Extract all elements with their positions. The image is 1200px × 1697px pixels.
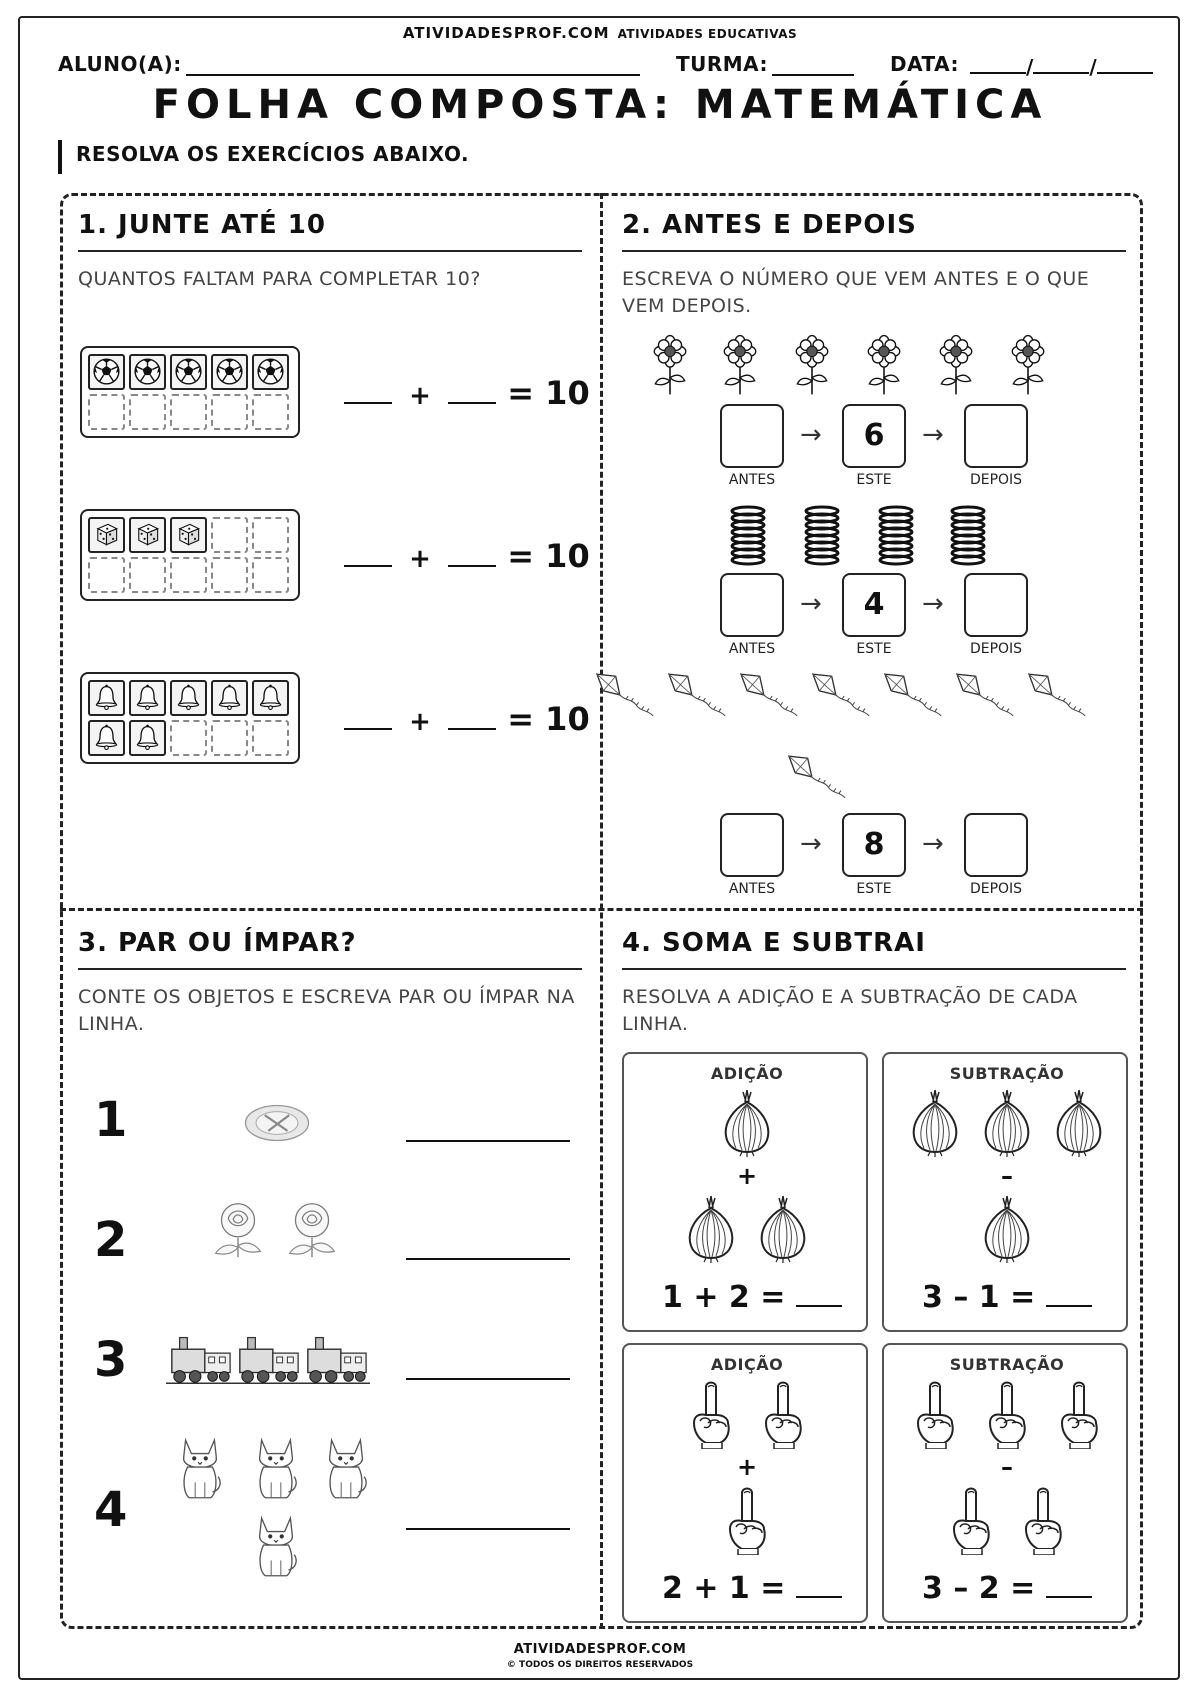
- sec3-rule: [78, 968, 582, 970]
- operation-card: [882, 1052, 1128, 1332]
- plus-sign: +: [409, 707, 431, 737]
- ten-frame-cell: [211, 394, 248, 430]
- label-before: ANTES: [728, 472, 776, 488]
- ten-frame-cell: [211, 517, 248, 553]
- sum-to-ten-equation: [344, 535, 590, 575]
- ten-frame-cell: [170, 557, 207, 593]
- vertical-divider: [600, 193, 603, 1629]
- bell-icon: [92, 683, 121, 712]
- this-number-box: 8: [842, 813, 906, 877]
- equation-text: 2 + 1 =: [662, 1571, 786, 1606]
- object-row-number: 3: [94, 1332, 128, 1388]
- footer-rights: © TODOS OS DIREITOS RESERVADOS: [506, 1660, 694, 1670]
- finger-icon: [722, 1485, 772, 1555]
- kite-icon: [736, 670, 800, 722]
- equals-ten: = 10: [507, 537, 590, 575]
- ten-frame-cell: [252, 517, 289, 553]
- arrow-icon: →: [800, 420, 822, 450]
- spring-icon: [802, 502, 842, 568]
- dice-icon: [133, 520, 162, 549]
- ten-frame-cell: [129, 680, 166, 716]
- page-title: FOLHA COMPOSTA: MATEMÁTICA: [152, 82, 1048, 128]
- spring-icon: [728, 502, 768, 568]
- rose-icon: [204, 1200, 272, 1260]
- ten-frame-cell: [211, 354, 248, 390]
- bell-icon: [174, 683, 203, 712]
- turma-field[interactable]: [772, 74, 854, 76]
- train-icon: [302, 1326, 370, 1388]
- arrow-icon: →: [922, 420, 944, 450]
- operation-card: [882, 1343, 1128, 1623]
- ten-frame-cell: [129, 720, 166, 756]
- date-field[interactable]: / /: [970, 52, 1153, 79]
- cat-icon: [322, 1434, 370, 1502]
- bell-icon: [133, 683, 162, 712]
- finger-icon: [982, 1379, 1032, 1449]
- bell-icon: [215, 683, 244, 712]
- sum-to-ten-equation: [344, 698, 590, 738]
- kite-icon: [952, 670, 1016, 722]
- ten-frame-cell: [170, 517, 207, 553]
- kite-icon: [1024, 670, 1088, 722]
- bell-icon: [256, 683, 285, 712]
- operator-sign: –: [1001, 1453, 1013, 1481]
- finger-icon: [686, 1379, 736, 1449]
- ten-frame-cell: [88, 557, 125, 593]
- flower-icon: [649, 332, 691, 398]
- arrow-icon: →: [922, 829, 944, 859]
- horizontal-divider: [60, 908, 1143, 911]
- ten-frame-cell: [129, 354, 166, 390]
- kite-icon: [664, 670, 728, 722]
- before-box[interactable]: [720, 404, 784, 468]
- answer-blank[interactable]: [1046, 1281, 1092, 1307]
- ten-frame-cell: [88, 720, 125, 756]
- sec2-desc: ESCREVA O NÚMERO QUE VEM ANTES E O QUE VEM DEPOIS.: [622, 268, 1090, 317]
- ten-frame: [80, 509, 300, 601]
- sec1-rule: [78, 250, 582, 252]
- soccer-ball-icon: [133, 357, 162, 386]
- card-equation: [662, 1280, 842, 1315]
- kite-icon: [808, 670, 872, 722]
- onion-icon: [722, 1088, 772, 1158]
- bell-icon: [133, 723, 162, 752]
- label-this: ESTE: [856, 641, 892, 657]
- ten-frame-cell: [170, 720, 207, 756]
- ten-frame-cell: [129, 394, 166, 430]
- kite-icon: [784, 752, 848, 804]
- kite-icon: [880, 670, 944, 722]
- onion-icon: [982, 1088, 1032, 1158]
- par-impar-answer-line[interactable]: [406, 1140, 570, 1142]
- plus-sign: +: [409, 544, 431, 574]
- onion-icon: [982, 1194, 1032, 1264]
- sec4-title: 4. SOMA E SUBTRAI: [622, 928, 926, 958]
- flower-icon: [1007, 332, 1049, 398]
- arrow-icon: →: [800, 829, 822, 859]
- train-icon: [166, 1326, 234, 1388]
- soccer-ball-icon: [256, 357, 285, 386]
- after-box[interactable]: [964, 573, 1028, 637]
- card-header: SUBTRAÇÃO: [949, 1355, 1065, 1374]
- this-number-box: 6: [842, 404, 906, 468]
- cat-icon: [176, 1434, 224, 1502]
- dice-icon: [92, 520, 121, 549]
- site-name: ATIVIDADESPROF.COM: [402, 24, 610, 42]
- sec3-title: 3. PAR OU ÍMPAR?: [78, 928, 357, 958]
- finger-icon: [910, 1379, 960, 1449]
- sec2-rule: [622, 250, 1126, 252]
- equation-text: 3 – 1 =: [922, 1280, 1036, 1315]
- onion-icon: [910, 1088, 960, 1158]
- ten-frame-cell: [252, 720, 289, 756]
- par-impar-answer-line[interactable]: [406, 1258, 570, 1260]
- object-row-number: 4: [94, 1482, 128, 1538]
- equals-ten: = 10: [507, 374, 590, 412]
- onion-icon: [1054, 1088, 1104, 1158]
- sec2-title: 2. ANTES E DEPOIS: [622, 210, 917, 240]
- ten-frame-cell: [252, 354, 289, 390]
- operation-card: [622, 1343, 868, 1623]
- arrow-icon: →: [800, 589, 822, 619]
- finger-icon: [946, 1485, 996, 1555]
- plate-icon: [242, 1100, 312, 1146]
- ten-frame-cell: [88, 680, 125, 716]
- flower-icon: [935, 332, 977, 398]
- equation-text: 3 – 2 =: [922, 1571, 1036, 1606]
- arrow-icon: →: [922, 589, 944, 619]
- answer-blank[interactable]: [448, 372, 496, 404]
- instruction-bar: [58, 140, 62, 174]
- ten-frame-cell: [170, 680, 207, 716]
- ten-frame-cell: [252, 557, 289, 593]
- plus-sign: +: [409, 381, 431, 411]
- after-box[interactable]: [964, 404, 1028, 468]
- answer-blank[interactable]: [448, 535, 496, 567]
- answer-blank[interactable]: [344, 372, 392, 404]
- instruction-text: RESOLVA OS EXERCÍCIOS ABAIXO.: [76, 142, 470, 166]
- ten-frame-cell: [88, 354, 125, 390]
- finger-icon: [1018, 1485, 1068, 1555]
- card-equation: [922, 1571, 1092, 1606]
- card-header: SUBTRAÇÃO: [949, 1064, 1065, 1083]
- operator-sign: +: [736, 1162, 758, 1190]
- flower-icon: [791, 332, 833, 398]
- label-after: DEPOIS: [969, 641, 1023, 657]
- ten-frame-cell: [211, 680, 248, 716]
- site-header: [0, 24, 1200, 42]
- rose-icon: [278, 1200, 346, 1260]
- train-icon: [234, 1326, 302, 1388]
- finger-icon: [758, 1379, 808, 1449]
- sec4-desc: RESOLVA A ADIÇÃO E A SUBTRAÇÃO DE CADA LINHA.: [622, 986, 1078, 1035]
- answer-blank[interactable]: [448, 698, 496, 730]
- card-equation: [662, 1571, 842, 1606]
- before-box[interactable]: [720, 573, 784, 637]
- label-before: ANTES: [728, 641, 776, 657]
- label-this: ESTE: [856, 472, 892, 488]
- cat-icon: [252, 1512, 300, 1580]
- operator-sign: +: [736, 1453, 758, 1481]
- sum-to-ten-equation: [344, 372, 590, 412]
- label-after: DEPOIS: [969, 881, 1023, 897]
- footer-site: ATIVIDADESPROF.COM: [513, 1642, 687, 1657]
- soccer-ball-icon: [174, 357, 203, 386]
- sec3-desc: CONTE OS OBJETOS E ESCREVA PAR OU ÍMPAR NA LINHA.: [78, 986, 575, 1035]
- card-header: ADIÇÃO: [710, 1064, 784, 1083]
- operator-sign: –: [1001, 1162, 1013, 1190]
- turma-label: TURMA:: [676, 52, 769, 76]
- finger-icon: [1054, 1379, 1104, 1449]
- answer-blank[interactable]: [344, 535, 392, 567]
- ten-frame-cell: [129, 557, 166, 593]
- label-after: DEPOIS: [969, 472, 1023, 488]
- spring-icon: [876, 502, 916, 568]
- ten-frame-cell: [88, 517, 125, 553]
- card-equation: [922, 1280, 1092, 1315]
- sec1-title: 1. JUNTE ATÉ 10: [78, 210, 326, 240]
- object-row-number: 1: [94, 1092, 128, 1148]
- aluno-field[interactable]: [186, 74, 640, 76]
- before-box[interactable]: [720, 813, 784, 877]
- answer-blank[interactable]: [796, 1281, 842, 1307]
- label-before: ANTES: [728, 881, 776, 897]
- this-number-box: 4: [842, 573, 906, 637]
- after-box[interactable]: [964, 813, 1028, 877]
- flower-icon: [863, 332, 905, 398]
- data-label: DATA:: [890, 52, 959, 76]
- onion-icon: [758, 1194, 808, 1264]
- object-row-number: 2: [94, 1212, 128, 1268]
- ten-frame-cell: [211, 557, 248, 593]
- ten-frame-cell: [170, 394, 207, 430]
- answer-blank[interactable]: [796, 1572, 842, 1598]
- kite-icon: [592, 670, 656, 722]
- site-subtitle: ATIVIDADES EDUCATIVAS: [617, 27, 798, 41]
- par-impar-answer-line[interactable]: [406, 1528, 570, 1530]
- dice-icon: [174, 520, 203, 549]
- soccer-ball-icon: [215, 357, 244, 386]
- answer-blank[interactable]: [1046, 1572, 1092, 1598]
- ten-frame: [80, 346, 300, 438]
- sec1-desc: QUANTOS FALTAM PARA COMPLETAR 10?: [78, 268, 481, 290]
- ten-frame: [80, 672, 300, 764]
- equation-text: 1 + 2 =: [662, 1280, 786, 1315]
- equals-ten: = 10: [507, 700, 590, 738]
- ten-frame-cell: [129, 517, 166, 553]
- aluno-label: ALUNO(A):: [58, 52, 182, 76]
- answer-blank[interactable]: [344, 698, 392, 730]
- card-header: ADIÇÃO: [710, 1355, 784, 1374]
- par-impar-answer-line[interactable]: [406, 1378, 570, 1380]
- sec4-rule: [622, 968, 1126, 970]
- bell-icon: [92, 723, 121, 752]
- ten-frame-cell: [252, 680, 289, 716]
- flower-icon: [719, 332, 761, 398]
- ten-frame-cell: [252, 394, 289, 430]
- onion-icon: [686, 1194, 736, 1264]
- cat-icon: [252, 1434, 300, 1502]
- label-this: ESTE: [856, 881, 892, 897]
- soccer-ball-icon: [92, 357, 121, 386]
- ten-frame-cell: [88, 394, 125, 430]
- ten-frame-cell: [211, 720, 248, 756]
- ten-frame-cell: [170, 354, 207, 390]
- spring-icon: [948, 502, 988, 568]
- operation-card: [622, 1052, 868, 1332]
